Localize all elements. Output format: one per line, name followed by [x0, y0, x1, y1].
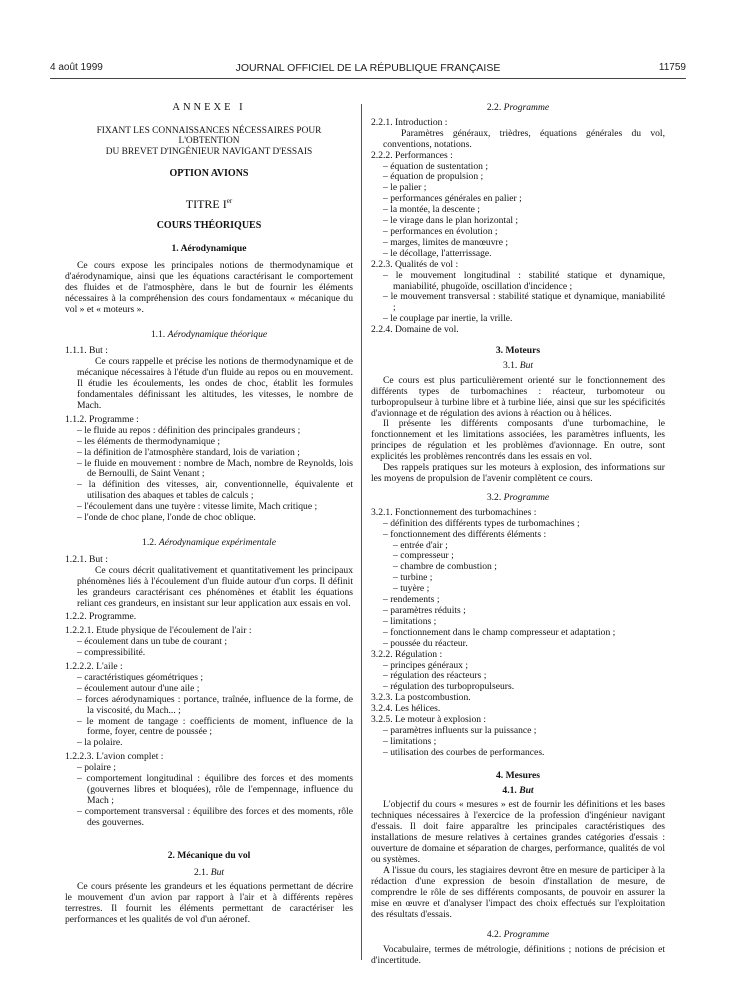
list-item: – l'onde de choc plane, l'onde de choc oblique.: [77, 512, 256, 524]
section-1-2-number: 1.2.: [142, 536, 157, 548]
header-rule: [50, 78, 686, 79]
section-3-1-paragraph-2: Il présente les différents composants d'une turbomachine, le fonctionnement et les limitations associées, les paramètres influents, les principes de régulation et les problèmes d'avionnage. En outre, sont explicités les problèmes rencontrés dans les essais en vol.: [371, 418, 665, 463]
section-3-heading: 3. Moteurs: [495, 345, 541, 357]
annexe-subtitle-line-1: FIXANT LES CONNAISSANCES NÉCESSAIRES POUR L'OBTENTION: [96, 125, 322, 147]
sub-list-item: – turbine ;: [393, 572, 433, 584]
page-header: [50, 62, 686, 76]
list-item: – écoulement dans un tube de courant ;: [77, 636, 227, 648]
section-1-2-2-1-list: [65, 637, 353, 659]
list-item: – forces aérodynamiques : portance, traînée, influence de la forme, de la viscosité, du Mach... ;: [77, 693, 353, 716]
list-item: – le mouvement transversal : stabilité statique et dynamique, maniabilité ;: [383, 291, 665, 314]
section-4-2-title: Programme: [503, 929, 550, 941]
sub-list-item: – entrée d'air ;: [393, 539, 448, 551]
list-item: – la montée, la descente ;: [383, 204, 480, 216]
section-4-1-heading: [371, 786, 665, 797]
section-1-2-title: Aérodynamique expérimentale: [158, 536, 276, 548]
list-item: – les éléments de thermodynamique ;: [77, 435, 221, 447]
section-3-2-5-list: [371, 726, 665, 759]
list-item: – le décollage, l'atterrissage.: [383, 247, 492, 259]
list-item: – paramètres réduits ;: [383, 604, 466, 616]
list-item: – le fluide en mouvement : nombre de Mach, nombre de Reynolds, lois de Bernoulli, de Saint Venant ;: [77, 457, 353, 480]
section-3-1-number: 3.1.: [502, 359, 518, 371]
section-3-1-paragraph-1: Ce cours est plus particulièrement orienté sur le fonctionnement des différents types de turbomachines : réacteur, turbomoteur ou turbopropulseur à turbine libre et à turbine liée, ainsi que sur les spécificités d'avionnage et de régulation des avions à réaction ou à hélices.: [371, 374, 665, 419]
list-item: – comportement transversal : équilibre des forces et des moments, rôle des gouvernes.: [77, 805, 353, 828]
left-column: [65, 100, 353, 926]
titre-text: TITRE I: [185, 197, 227, 212]
list-item: – régulation des réacteurs ;: [383, 670, 487, 682]
section-3-2-2-label: 3.2.2. Régulation :: [371, 648, 443, 660]
header-journal-title: JOURNAL OFFICIEL DE LA RÉPUBLIQUE FRANÇAISE: [235, 62, 501, 74]
list-item: – le mouvement longitudinal : stabilité statique et dynamique, maniabilité, phugoïde, oscillation d'incidence ;: [383, 269, 665, 292]
section-4-1-paragraph-1: L'objectif du cours « mesures » est de fournir les définitions et les bases techniques nécessaires à l'exercice de la profession d'ingénieur navigant d'essais. Il doit faire apparaître les principales caractéristiques des installations de mesure relatives à certaines grandes catégories d'essais : ouverture de domaine et séparation de charges, performance, qualités de vol ou systèmes.: [371, 799, 665, 865]
section-1-2-heading: [65, 538, 353, 549]
list-item: – le fluide au repos : définition des principales grandeurs ;: [77, 424, 301, 436]
section-2-2-1-label: 2.2.1. Introduction :: [371, 116, 448, 128]
list-item: – fonctionnement dans le champ compresseur et adaptation ;: [383, 626, 616, 638]
section-4-1-number: 4.1.: [502, 784, 517, 796]
section-2-2-1-text: Paramètres généraux, trièdres, équations générales du vol, conventions, notations.: [383, 127, 665, 150]
sub-list-item: – tuyère ;: [393, 583, 430, 595]
section-2-2-4-label: 2.2.4. Domaine de vol.: [371, 324, 459, 336]
section-1-1-1-text: Ce cours rappelle et précise les notions de thermodynamique et de mécanique nécessaires à l'étude d'un fluide au repos ou en mouvement. Il étudie les écoulements, les ondes de choc, établit les formules fondamentales définissant les altitudes, les vitesses, le nombre de Mach.: [77, 356, 353, 411]
section-4-1-title: But: [519, 784, 534, 796]
section-1-1-number: 1.1.: [150, 328, 166, 340]
section-3-2-1-label: 3.2.1. Fonctionnement des turbomachines :: [371, 506, 537, 518]
section-1-2-2-2-list: [65, 673, 353, 749]
section-3-2-3-label: 3.2.3. La postcombustion.: [371, 692, 471, 704]
section-3-1-heading: [371, 361, 665, 372]
section-1-2-1-label: 1.2.1. But :: [65, 553, 108, 565]
list-item: – le palier ;: [383, 182, 427, 194]
section-3-2-5-label: 3.2.5. Le moteur à explosion :: [371, 714, 487, 726]
section-1-2-2-3-list: [65, 763, 353, 828]
list-item: – limitations ;: [383, 735, 437, 747]
list-item: – la définition des vitesses, air, conventionnelle, équivalente et utilisation des abaques et tables de calculs ;: [77, 479, 353, 502]
section-2-2-3-list: [371, 271, 665, 326]
sub-list-item: – chambre de combustion ;: [393, 561, 497, 573]
list-item: – performances en évolution ;: [383, 225, 498, 237]
section-2-1-heading: [65, 868, 353, 879]
section-3-2-1-list: [371, 519, 665, 650]
titre-superscript: er: [226, 197, 233, 206]
column-divider: [361, 104, 362, 960]
section-1-2-2-3-label: 1.2.2.3. L'avion complet :: [65, 751, 164, 763]
annexe-title: ANNEXE I: [172, 102, 246, 113]
section-1-1-title: Aérodynamique théorique: [167, 328, 268, 340]
list-item: – comportement longitudinal : équilibre des forces et des moments (gouvernes libres et bloquées), rôle de l'empennage, influence du Mach ;: [77, 773, 353, 806]
list-item: – équation de propulsion ;: [383, 171, 484, 183]
annexe-subtitle: [65, 126, 353, 158]
list-item: – utilisation des courbes de performances.: [383, 746, 545, 758]
list-item: – paramètres influents sur la puissance ;: [383, 724, 537, 736]
list-item: – équation de sustentation ;: [383, 160, 488, 172]
option-heading: OPTION AVIONS: [169, 168, 249, 180]
section-1-1-2-list: [65, 426, 353, 524]
list-item: – compressibilité.: [77, 647, 146, 659]
section-3-1-paragraph-3: Des rappels pratiques sur les moteurs à explosion, des informations sur les moyens de propulsion de l'avenir complètent ce cours.: [371, 462, 665, 484]
section-3-2-title: Programme: [503, 491, 550, 503]
list-item: – le couplage par inertie, la vrille.: [383, 313, 513, 325]
list-item: – performances générales en palier ;: [383, 193, 522, 205]
section-4-1-paragraph-2: A l'issue du cours, les stagiaires devront être en mesure de participer à la rédaction d'une expression de besoin d'installation de mesure, de comprendre le rôle de ses différents composants, de pouvoir en assurer la mise en œuvre et d'analyser l'impact des choix effectués sur l'exploitation des résultats d'essais.: [371, 864, 665, 920]
list-item: – écoulement autour d'une aile ;: [77, 682, 200, 694]
section-3-2-4-label: 3.2.4. Les hélices.: [371, 703, 441, 715]
section-2-heading: 2. Mécanique du vol: [167, 849, 251, 861]
section-2-2-3-label: 2.2.3. Qualités de vol :: [371, 258, 459, 270]
header-date: 4 août 1999: [50, 62, 103, 73]
section-1-intro: Ce cours expose les principales notions de thermodynamique et d'aérodynamique, ainsi que les équations caractérisant le comportement des fluides et de l'atmosphère, dans le but de fournir les éléments nécessaires à la compréhension des cours fondamentaux « mécanique du vol » et « moteurs ».: [65, 260, 353, 315]
section-1-1-heading: [65, 330, 353, 341]
section-3-2-heading: [371, 493, 665, 504]
list-item: – rendements ;: [383, 594, 440, 606]
section-2-1-number: 2.1.: [193, 866, 209, 878]
list-item: – définition des différents types de turbomachines ;: [383, 517, 580, 529]
list-item: – caractéristiques géométriques ;: [77, 671, 204, 683]
section-4-heading: 4. Mesures: [495, 769, 541, 781]
section-4-2-number: 4.2.: [486, 929, 502, 941]
section-1-2-2-1-label: 1.2.2.1. Etude physique de l'écoulement de l'air :: [65, 625, 252, 637]
list-item: – le virage dans le plan horizontal ;: [383, 215, 519, 227]
section-2-1-text: Ce cours présente les grandeurs et les équations permettant de décrire le mouvement d'un avion par rapport à l'air et à différents repères terrestres. Il fournit les éléments permettant de caractériser les performances et les qualités de vol d'un aéronef.: [65, 881, 353, 926]
section-2-2-number: 2.2.: [486, 102, 502, 113]
list-item: – principes généraux ;: [383, 659, 468, 671]
section-2-2-title: Programme: [503, 102, 550, 113]
list-item: – la polaire.: [77, 737, 123, 749]
section-1-heading: 1. Aérodynamique: [171, 243, 247, 255]
right-column: [371, 100, 665, 967]
section-2-2-2-label: 2.2.2. Performances :: [371, 149, 453, 161]
section-1-2-1-text: Ce cours décrit qualitativement et quantitativement les principaux phénomènes liés à l'écoulement d'un fluide autour d'un corps. Il définit les grandeurs caractérisant ces phénomènes et établit les équations reliant ces grandeurs, en insistant sur leur application aux essais en vol.: [77, 564, 353, 609]
list-item: – fonctionnement des différents éléments :: [383, 528, 547, 540]
section-2-2-heading: [371, 103, 665, 114]
list-item: – polaire ;: [77, 762, 116, 774]
list-item: – l'écoulement dans une tuyère : vitesse limite, Mach critique ;: [77, 501, 318, 513]
list-item: – la définition de l'atmosphère standard, lois de variation ;: [77, 446, 300, 458]
section-3-2-2-list: [371, 661, 665, 694]
list-item: – régulation des turbopropulseurs.: [383, 681, 515, 693]
section-4-2-heading: [371, 930, 665, 941]
section-4-2-text: Vocabulaire, termes de métrologie, définitions ; notions de précision et d'incertitude.: [371, 944, 665, 967]
list-item: – limitations ;: [383, 615, 437, 627]
section-3-2-number: 3.2.: [486, 491, 502, 503]
section-2-2-2-list: [371, 162, 665, 260]
section-1-1-1-label: 1.1.1. But :: [65, 345, 108, 357]
header-page-number: 11759: [658, 62, 686, 73]
cours-heading: COURS THÉORIQUES: [156, 220, 262, 232]
section-1-1-2-label: 1.1.2. Programme :: [65, 413, 139, 425]
sub-list-item: – compresseur ;: [393, 550, 454, 562]
list-item: – poussée du réacteur.: [383, 637, 468, 649]
section-3-1-title: But: [519, 359, 534, 371]
section-1-2-2-2-label: 1.2.2.2. L'aile :: [65, 661, 123, 673]
annexe-subtitle-line-2: DU BREVET D'INGÉNIEUR NAVIGANT D'ESSAIS: [105, 146, 313, 157]
list-item: – marges, limites de manœuvre ;: [383, 236, 509, 248]
titre-heading: [65, 196, 353, 210]
section-2-1-title: But: [210, 866, 225, 878]
list-item: – le moment de tangage : coefficients de moment, influence de la forme, foyer, centre de poussée ;: [77, 715, 353, 738]
section-1-2-2-label: 1.2.2. Programme.: [65, 611, 137, 623]
